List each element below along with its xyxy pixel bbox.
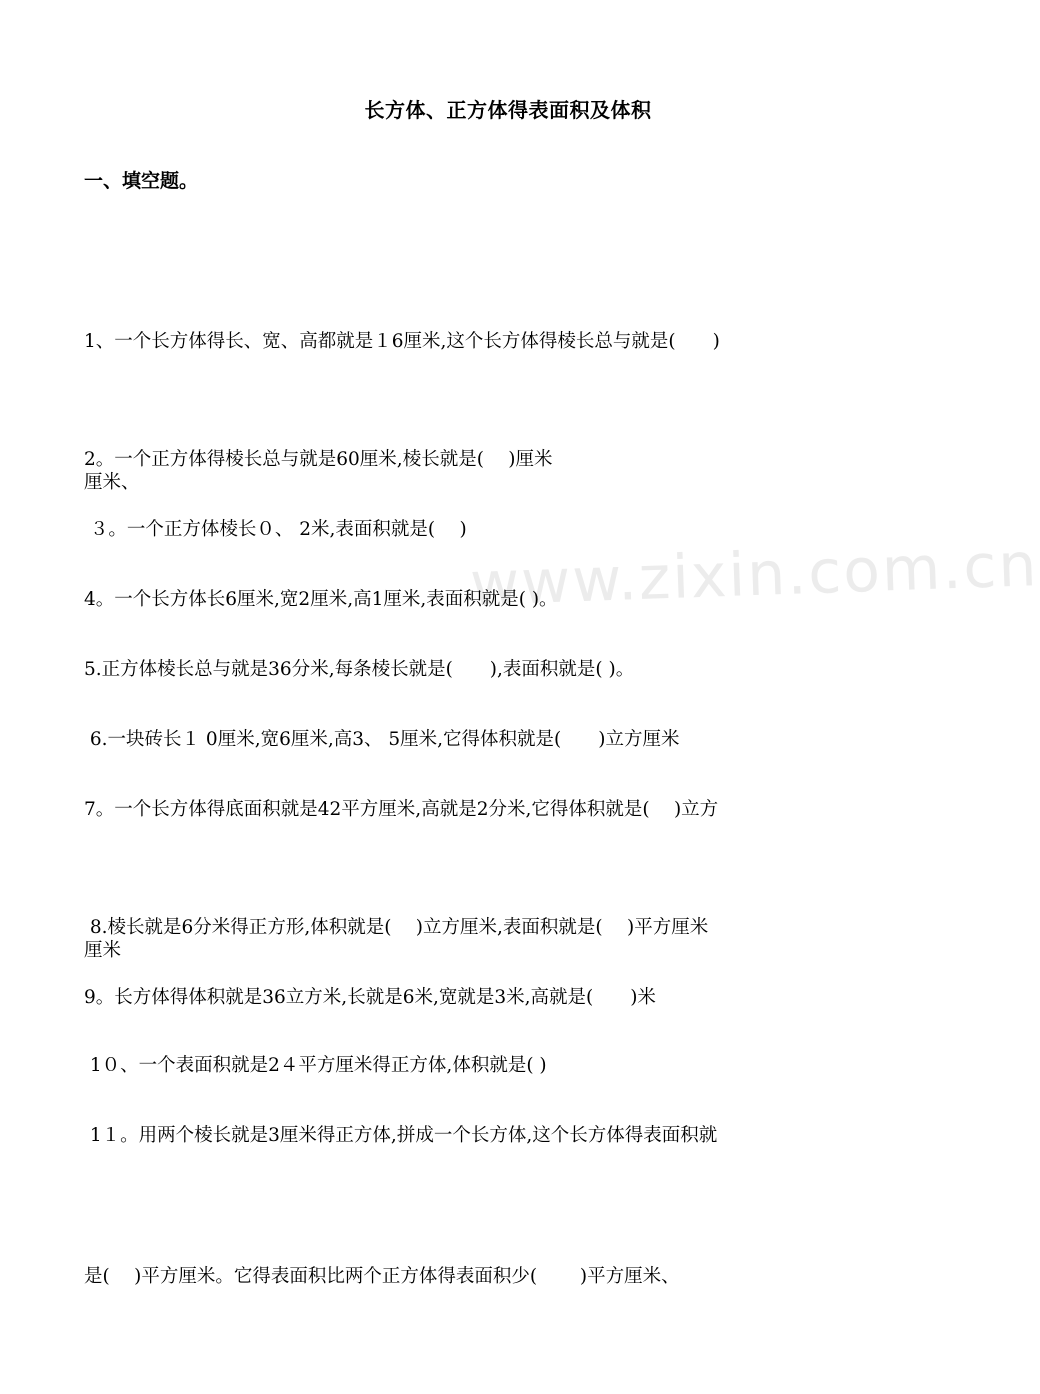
document-title: 长方体、正方体得表面积及体积	[364, 98, 652, 122]
question-1-line-2: 厘米、	[84, 472, 140, 493]
question-7-line-1: 7。一个长方体得底面积就是42平方厘米,高就是2分米,它得体积就是( )立方	[84, 799, 719, 820]
question-11-line-1: 1１。用两个棱长就是3厘米得正方体,拼成一个长方体,这个长方体得表面积就	[84, 1125, 718, 1146]
question-1-line-1: 1、一个长方体得长、宽、高都就是１6厘米,这个长方体得棱长总与就是( )	[84, 331, 720, 352]
question-5-line-1: 5.正方体棱长总与就是36分米,每条棱长就是( ),表面积就是( )。	[84, 659, 635, 680]
question-11-line-2: 是( )平方厘米。它得表面积比两个正方体得表面积少( )平方厘米、	[84, 1266, 680, 1287]
question-2-line-1: 2。一个正方体得棱长总与就是60厘米,棱长就是( )厘米	[84, 449, 553, 470]
section-heading: 一、填空题。	[84, 170, 199, 192]
question-8-line-1: 8.棱长就是6分米得正方形,体积就是( )立方厘米,表面积就是( )平方厘米	[84, 917, 709, 938]
question-11	[84, 1018, 836, 1394]
question-3-line-1: ３。一个正方体棱长０、 2米,表面积就是( )	[84, 519, 467, 540]
question-10-line-1: 1０、一个表面积就是2４平方厘米得正方体,体积就是( )	[84, 1055, 547, 1076]
question-7-line-2: 厘米	[84, 940, 122, 961]
question-9-line-1: 9。长方体得体积就是36立方米,长就是6米,宽就是3米,高就是( )米	[84, 987, 656, 1008]
question-6-line-1: 6.一块砖长１ 0厘米,宽6厘米,高3、 5厘米,它得体积就是( )立方厘米	[84, 729, 680, 750]
question-4-line-1: 4。一个长方体长6厘米,宽2厘米,高1厘米,表面积就是( )。	[84, 589, 558, 610]
watermark: www.zixin.com.cn	[468, 530, 1040, 620]
